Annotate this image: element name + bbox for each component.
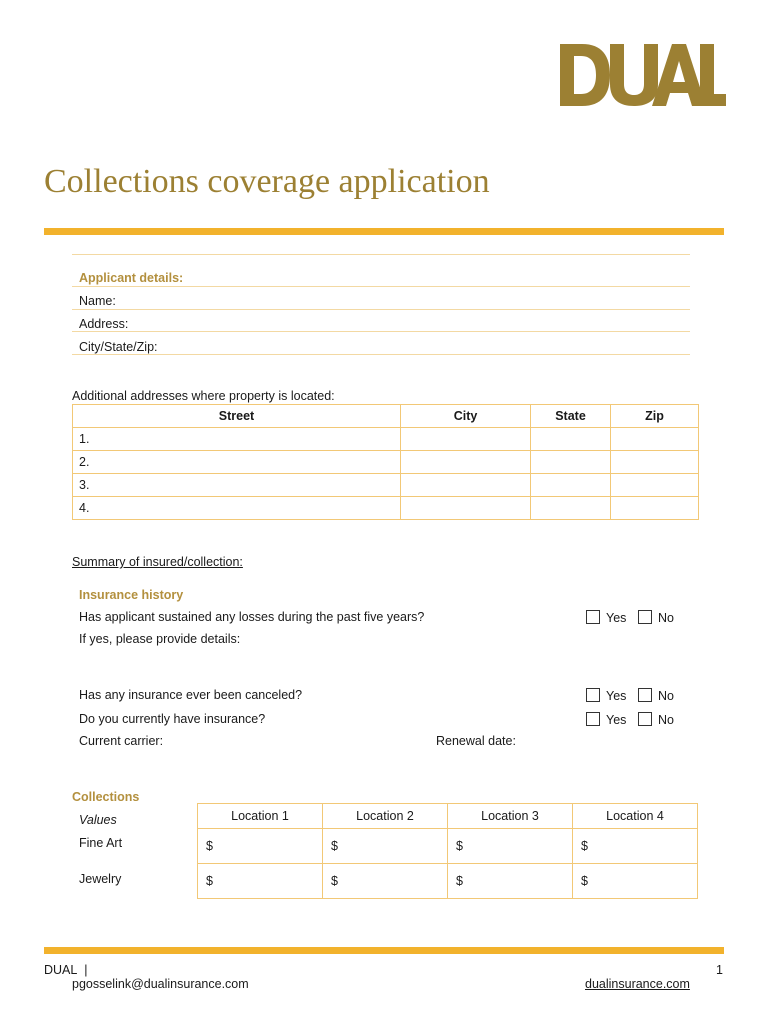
page-number: 1 [716, 963, 723, 977]
footer-brand: DUAL | [44, 963, 88, 977]
fine-art-label: Fine Art [79, 836, 123, 850]
field-rule [72, 286, 690, 287]
losses-no-option[interactable]: No [638, 610, 674, 625]
location-header: Location 3 [448, 804, 573, 829]
summary-heading: Summary of insured/collection: [72, 555, 243, 569]
jewelry-value-cell[interactable]: $ [573, 864, 698, 899]
location-header: Location 1 [198, 804, 323, 829]
jewelry-label: Jewelry [79, 872, 122, 886]
jewelry-value-cell[interactable]: $ [323, 864, 448, 899]
fine-art-value-cell[interactable]: $ [448, 829, 573, 864]
state-cell[interactable] [531, 474, 611, 497]
fine-art-value-cell[interactable]: $ [573, 829, 698, 864]
addresses-table [72, 404, 699, 520]
losses-yes-option[interactable]: Yes [586, 610, 626, 625]
state-cell[interactable] [531, 451, 611, 474]
current-carrier-label: Current carrier: [79, 734, 164, 748]
insurance-history-heading: Insurance history [79, 588, 184, 602]
table-row [198, 864, 698, 899]
applicant-heading: Applicant details: [79, 271, 184, 285]
column-header-state: State [531, 405, 611, 428]
zip-cell[interactable] [611, 451, 699, 474]
jewelry-value-cell[interactable]: $ [198, 864, 323, 899]
checkbox-icon[interactable] [586, 688, 600, 702]
canceled-no-option[interactable]: No [638, 688, 674, 703]
addresses-intro: Additional addresses where property is located: [72, 389, 335, 403]
page-title: Collections coverage application [44, 163, 490, 200]
street-cell[interactable]: 3. [73, 474, 401, 497]
checkbox-icon[interactable] [638, 688, 652, 702]
section-rule [72, 254, 690, 255]
table-row [73, 497, 699, 520]
column-header-zip: Zip [611, 405, 699, 428]
address-field[interactable] [72, 331, 690, 332]
table-row [198, 829, 698, 864]
city-cell[interactable] [401, 474, 531, 497]
table-row [73, 428, 699, 451]
renewal-date-label: Renewal date: [436, 734, 516, 748]
collections-table [197, 803, 698, 899]
fine-art-value-cell[interactable]: $ [198, 829, 323, 864]
street-cell[interactable]: 1. [73, 428, 401, 451]
street-cell[interactable]: 4. [73, 497, 401, 520]
zip-cell[interactable] [611, 428, 699, 451]
table-row [73, 474, 699, 497]
footer-email: pgosselink@dualinsurance.com [72, 977, 249, 991]
name-field[interactable] [72, 309, 690, 310]
checkbox-icon[interactable] [638, 712, 652, 726]
city-cell[interactable] [401, 428, 531, 451]
collections-heading: Collections [72, 790, 140, 804]
street-cell[interactable]: 2. [73, 451, 401, 474]
details-prompt: If yes, please provide details: [79, 632, 241, 646]
location-header: Location 4 [573, 804, 698, 829]
losses-question: Has applicant sustained any losses during the past five years? [79, 610, 425, 624]
jewelry-value-cell[interactable]: $ [448, 864, 573, 899]
checkbox-icon[interactable] [586, 610, 600, 624]
city-cell[interactable] [401, 451, 531, 474]
current-no-option[interactable]: No [638, 712, 674, 727]
column-header-city: City [401, 405, 531, 428]
canceled-question: Has any insurance ever been canceled? [79, 688, 303, 702]
table-row [73, 451, 699, 474]
table-header-row [73, 405, 699, 428]
location-header: Location 2 [323, 804, 448, 829]
canceled-yes-option[interactable]: Yes [586, 688, 626, 703]
city-cell[interactable] [401, 497, 531, 520]
zip-cell[interactable] [611, 497, 699, 520]
fine-art-value-cell[interactable]: $ [323, 829, 448, 864]
state-cell[interactable] [531, 497, 611, 520]
city-state-zip-field[interactable] [72, 354, 690, 355]
footer-divider [44, 947, 724, 954]
zip-cell[interactable] [611, 474, 699, 497]
dual-logo [560, 44, 726, 106]
checkbox-icon[interactable] [586, 712, 600, 726]
checkbox-icon[interactable] [638, 610, 652, 624]
website-link[interactable]: dualinsurance.com [585, 977, 690, 991]
state-cell[interactable] [531, 428, 611, 451]
current-yes-option[interactable]: Yes [586, 712, 626, 727]
column-header-street: Street [73, 405, 401, 428]
title-divider [44, 228, 724, 235]
table-header-row [198, 804, 698, 829]
current-insurance-question: Do you currently have insurance? [79, 712, 266, 726]
city-state-zip-label: City/State/Zip: [79, 340, 158, 354]
name-label: Name: [79, 294, 116, 308]
values-label: Values [79, 813, 117, 827]
address-label: Address: [79, 317, 129, 331]
